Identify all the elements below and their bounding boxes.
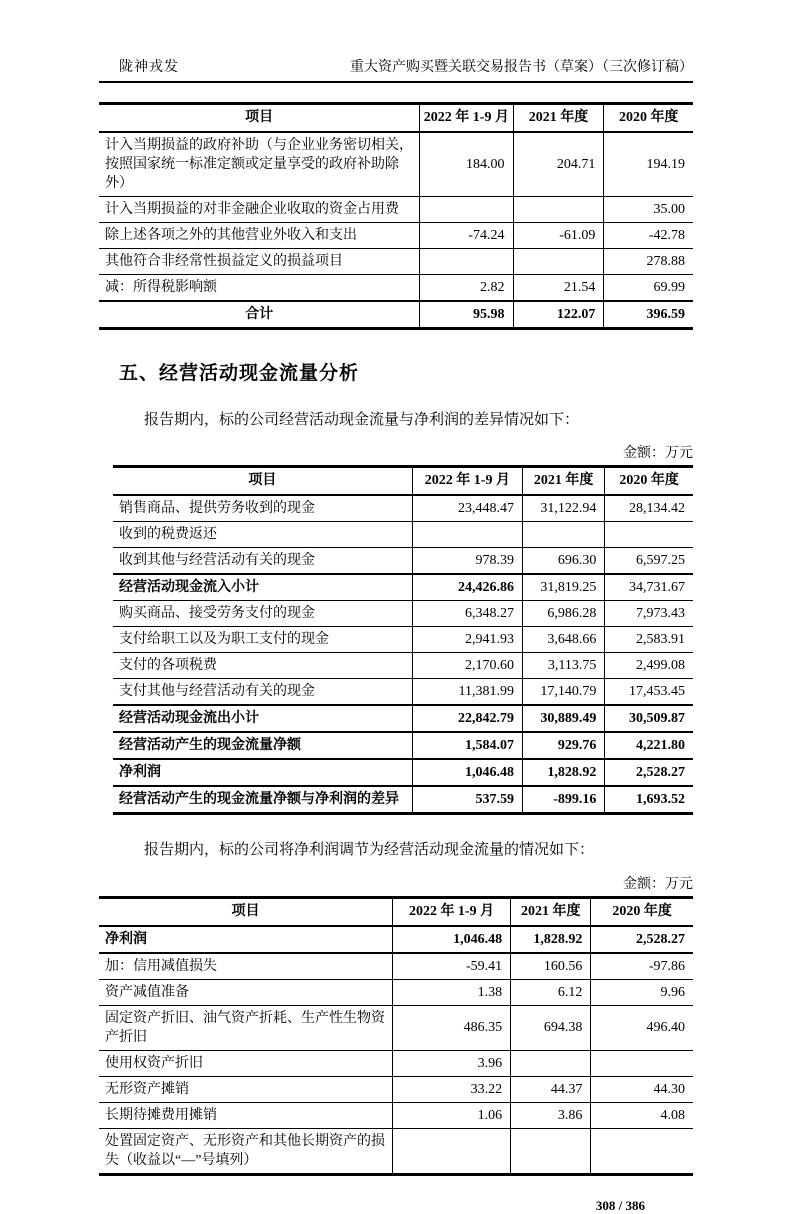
cell-value: 35.00 <box>604 197 693 223</box>
cell-value: 6,348.27 <box>412 601 522 627</box>
row-label: 资产减值准备 <box>105 984 189 1000</box>
column-header: 项目 <box>231 903 260 919</box>
cell-value <box>392 1128 510 1174</box>
cell-value: 31,819.25 <box>522 574 604 601</box>
cell-value <box>591 1128 693 1174</box>
cell-value: 6,597.25 <box>605 548 693 575</box>
table-row <box>113 759 693 786</box>
cell-value <box>522 522 604 548</box>
cell-value: 2,528.27 <box>605 759 693 786</box>
row-label: 固定资产折旧、油气资产折耗、生产性生物资产折旧 <box>105 1010 385 1045</box>
row-label: 净利润 <box>105 931 147 947</box>
cell-value: 23,448.47 <box>412 495 522 522</box>
row-label: 支付其他与经营活动有关的现金 <box>119 684 315 700</box>
cell-value: 1.38 <box>392 979 510 1005</box>
cell-value: 21.54 <box>513 275 604 302</box>
row-label: 经营活动现金流出小计 <box>119 711 259 727</box>
cell-value: 1,584.07 <box>412 732 522 759</box>
row-label: 减：所得税影响额 <box>105 280 217 295</box>
cell-value: 4.08 <box>591 1102 693 1128</box>
table-row <box>99 223 693 249</box>
row-label: 支付的各项税费 <box>119 658 217 674</box>
cell-value: 3,113.75 <box>522 653 604 679</box>
cell-value: 30,889.49 <box>522 705 604 732</box>
table-row <box>113 705 693 732</box>
cell-value: 44.30 <box>591 1076 693 1102</box>
cell-value: 6,986.28 <box>522 601 604 627</box>
section-title: 五、经营活动现金流量分析 <box>119 363 360 384</box>
table-header-row <box>99 897 693 926</box>
cell-value: 929.76 <box>522 732 604 759</box>
column-header: 2021 年度 <box>513 104 604 133</box>
cell-value: 1,046.48 <box>412 759 522 786</box>
cell-value: 2,170.60 <box>412 653 522 679</box>
column-header: 2021 年度 <box>522 467 604 496</box>
column-header: 2020 年度 <box>605 467 693 496</box>
table-row <box>99 132 693 197</box>
cell-value: 1,693.52 <box>605 786 693 814</box>
table-row <box>113 786 693 814</box>
cell-value: 978.39 <box>412 548 522 575</box>
cell-value: 2,583.91 <box>605 627 693 653</box>
cell-value <box>513 249 604 275</box>
column-header: 项目 <box>245 110 274 125</box>
cell-value: 694.38 <box>511 1005 591 1050</box>
row-label: 除上述各项之外的其他营业外收入和支出 <box>105 228 357 243</box>
table-row <box>99 249 693 275</box>
cell-value: 69.99 <box>604 275 693 302</box>
cell-value: 537.59 <box>412 786 522 814</box>
column-header: 2022 年 1-9 月 <box>420 104 513 133</box>
non-recurring-items-table <box>99 102 693 330</box>
cell-value: -74.24 <box>420 223 513 249</box>
row-label: 使用权资产折旧 <box>105 1055 203 1071</box>
cell-value: -97.86 <box>591 953 693 980</box>
row-label: 加：信用减值损失 <box>105 958 217 974</box>
table-row <box>99 197 693 223</box>
row-label: 无形资产摊销 <box>105 1081 189 1097</box>
cell-value <box>420 249 513 275</box>
cell-value <box>420 197 513 223</box>
cell-value: 2,528.27 <box>591 926 693 953</box>
cell-value: 7,973.43 <box>605 601 693 627</box>
table-row <box>99 926 693 953</box>
cell-value: 204.71 <box>513 132 604 197</box>
table-row <box>113 679 693 706</box>
table-row <box>99 1128 693 1174</box>
cell-value: 184.00 <box>420 132 513 197</box>
table-row <box>113 495 693 522</box>
table-row <box>99 301 693 329</box>
cell-value: 194.19 <box>604 132 693 197</box>
cell-value: 396.59 <box>604 301 693 329</box>
cell-value <box>511 1050 591 1076</box>
table-row <box>113 574 693 601</box>
cell-value: 6.12 <box>511 979 591 1005</box>
column-header: 2022 年 1-9 月 <box>412 467 522 496</box>
cell-value: 17,140.79 <box>522 679 604 706</box>
cell-value <box>412 522 522 548</box>
row-label: 支付给职工以及为职工支付的现金 <box>119 632 329 648</box>
cell-value: 3.86 <box>511 1102 591 1128</box>
cell-value: 22,842.79 <box>412 705 522 732</box>
cell-value: 2,941.93 <box>412 627 522 653</box>
row-label: 长期待摊费用摊销 <box>105 1107 217 1123</box>
page-header <box>99 56 693 83</box>
table-row <box>99 953 693 980</box>
intro-paragraph-2: 报告期内，标的公司将净利润调节为经营活动现金流量的情况如下： <box>144 842 595 859</box>
table-row <box>113 653 693 679</box>
cell-value <box>513 197 604 223</box>
table-row <box>113 732 693 759</box>
table-row <box>99 1005 693 1050</box>
table-row <box>99 1050 693 1076</box>
cell-value: 44.37 <box>511 1076 591 1102</box>
table-row <box>99 979 693 1005</box>
cell-value: 3.96 <box>392 1050 510 1076</box>
column-header: 2021 年度 <box>511 897 591 926</box>
cell-value: 2,499.08 <box>605 653 693 679</box>
table-header-row <box>99 104 693 133</box>
column-header: 2020 年度 <box>591 897 693 926</box>
cell-value: 160.56 <box>511 953 591 980</box>
column-header: 2022 年 1-9 月 <box>392 897 510 926</box>
intro-paragraph-1: 报告期内，标的公司经营活动现金流量与净利润的差异情况如下： <box>144 412 580 428</box>
cell-value: 31,122.94 <box>522 495 604 522</box>
cell-value: 4,221.80 <box>605 732 693 759</box>
row-label: 经营活动产生的现金流量净额 <box>119 738 301 754</box>
cell-value: 28,134.42 <box>605 495 693 522</box>
table-header-row <box>113 467 693 496</box>
table-row <box>99 275 693 302</box>
row-label: 销售商品、提供劳务收到的现金 <box>119 501 315 517</box>
unit-label-1: 金额：万元 <box>623 446 693 462</box>
table-row <box>99 1102 693 1128</box>
column-header: 2020 年度 <box>604 104 693 133</box>
cell-value: 9.96 <box>591 979 693 1005</box>
cell-value: 1,046.48 <box>392 926 510 953</box>
table-row <box>113 601 693 627</box>
cell-value: 30,509.87 <box>605 705 693 732</box>
row-label: 收到的税费返还 <box>119 527 217 543</box>
cell-value: 17,453.45 <box>605 679 693 706</box>
cell-value: 24,426.86 <box>412 574 522 601</box>
row-label: 经营活动产生的现金流量净额与净利润的差异 <box>119 792 399 808</box>
cell-value: 33.22 <box>392 1076 510 1102</box>
table-row <box>113 627 693 653</box>
cell-value: 122.07 <box>513 301 604 329</box>
row-label: 购买商品、接受劳务支付的现金 <box>119 606 315 622</box>
table-row <box>113 548 693 575</box>
table-row <box>99 1076 693 1102</box>
cell-value: 496.40 <box>591 1005 693 1050</box>
cell-value: 1,828.92 <box>522 759 604 786</box>
cell-value: -59.41 <box>392 953 510 980</box>
cell-value: 34,731.67 <box>605 574 693 601</box>
row-label: 其他符合非经常性损益定义的损益项目 <box>105 254 343 269</box>
column-header: 项目 <box>248 473 277 489</box>
row-label: 计入当期损益的政府补助（与企业业务密切相关，按照国家统一标准定额或定量享受的政府补助除外） <box>105 138 413 191</box>
cell-value: -42.78 <box>604 223 693 249</box>
cell-value: 278.88 <box>604 249 693 275</box>
cell-value: 1,828.92 <box>511 926 591 953</box>
cell-value: -61.09 <box>513 223 604 249</box>
unit-label-2: 金额：万元 <box>623 876 693 892</box>
page-header-company: 陇神戎发 <box>119 60 179 75</box>
row-label: 净利润 <box>119 765 161 781</box>
cell-value <box>511 1128 591 1174</box>
row-label: 处置固定资产、无形资产和其他长期资产的损失（收益以“—”号填列） <box>105 1133 385 1168</box>
page-number: 308 / 386 <box>595 1197 645 1213</box>
cell-value: 486.35 <box>392 1005 510 1050</box>
cell-value <box>591 1050 693 1076</box>
operating-cash-flow-table <box>113 465 693 815</box>
net-profit-adjustment-table <box>99 896 693 1176</box>
row-label: 合计 <box>245 307 274 322</box>
row-label: 经营活动现金流入小计 <box>119 580 259 596</box>
row-label: 收到其他与经营活动有关的现金 <box>119 553 315 569</box>
cell-value: 2.82 <box>420 275 513 302</box>
cell-value <box>605 522 693 548</box>
cell-value: 11,381.99 <box>412 679 522 706</box>
cell-value: 3,648.66 <box>522 627 604 653</box>
cell-value: 95.98 <box>420 301 513 329</box>
page-header-report-title: 重大资产购买暨关联交易报告书（草案）（三次修订稿） <box>350 60 693 75</box>
cell-value: 1.06 <box>392 1102 510 1128</box>
table-row <box>113 522 693 548</box>
row-label: 计入当期损益的对非金融企业收取的资金占用费 <box>105 202 399 217</box>
cell-value: 696.30 <box>522 548 604 575</box>
cell-value: -899.16 <box>522 786 604 814</box>
